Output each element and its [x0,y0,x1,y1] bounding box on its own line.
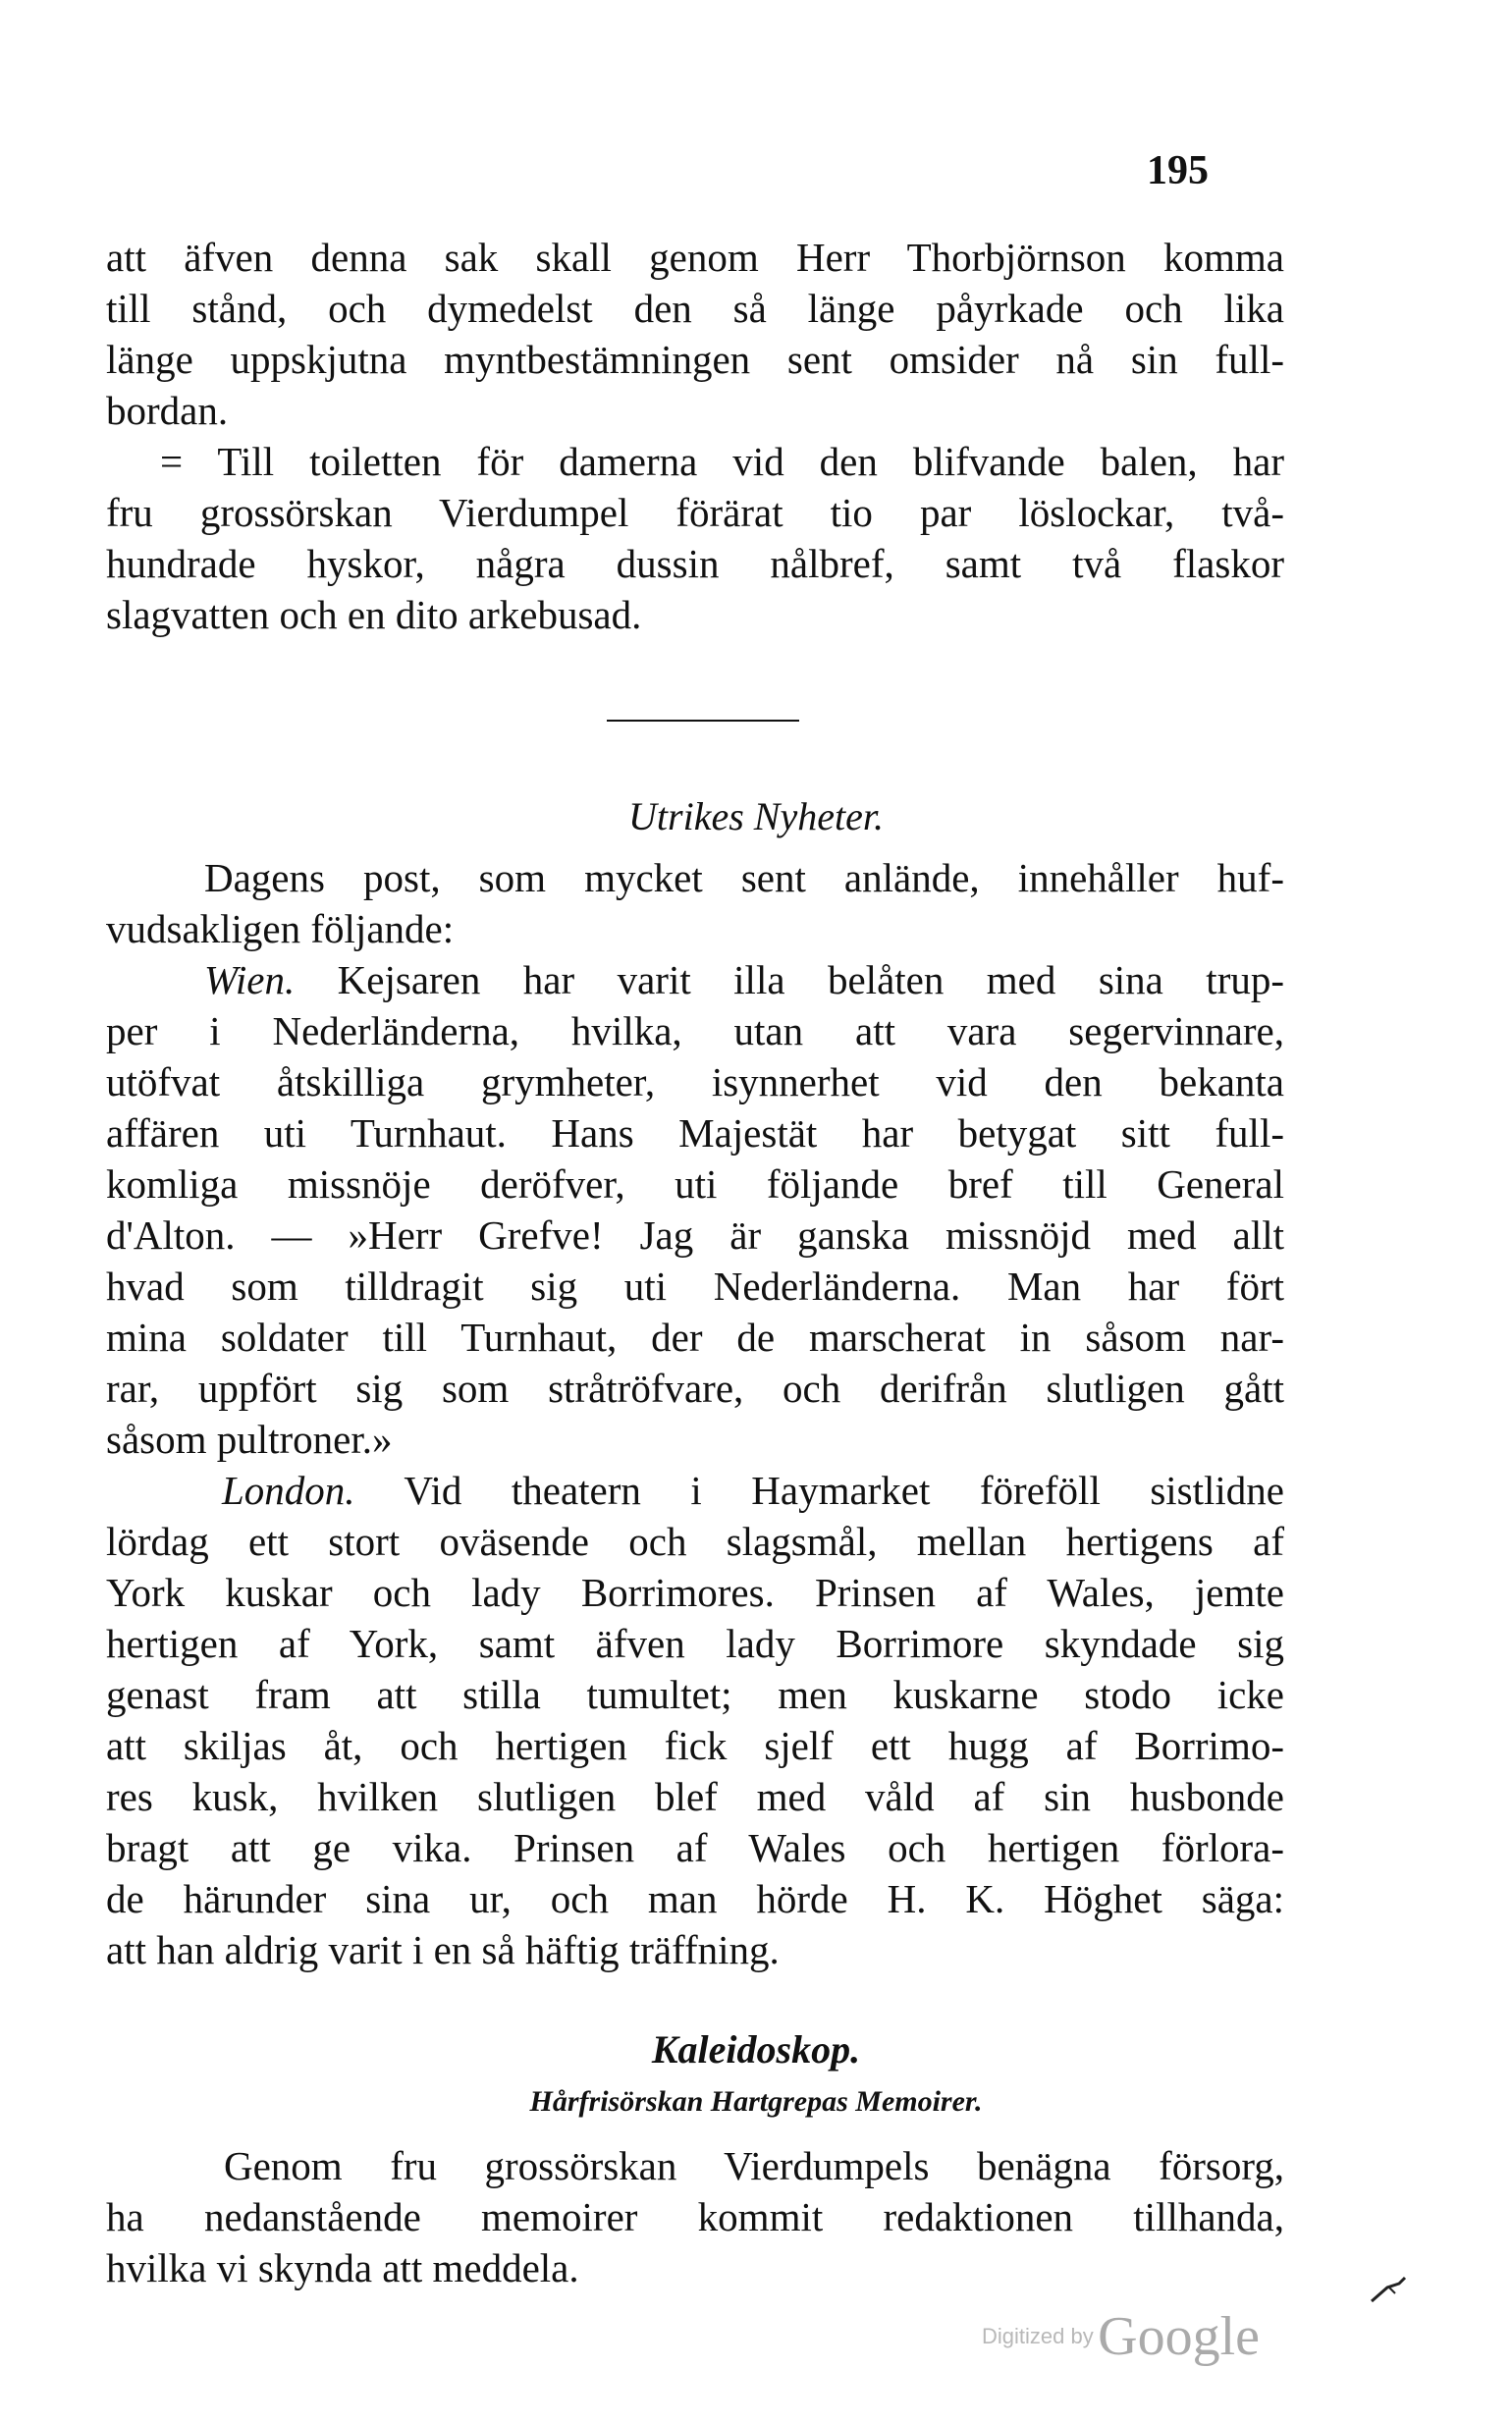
text-line: d'Alton. — »Herr Grefve! Jag är ganska missnöjd med allt [106,1212,1284,1258]
section-subheading-memoirer: Hårfrisörskan Hartgrepas Memoirer. [529,2085,983,2118]
paragraph-wien [106,954,1284,1465]
text-line: att skiljas åt, och hertigen fick sjelf ett hugg af Borrimo- [106,1723,1284,1768]
text-line: per i Nederländerna, hvilka, utan att vara segervinnare, [106,1008,1284,1053]
text-line: York kuskar och lady Borrimores. Prinsen af Wales, jemte [106,1570,1284,1615]
paragraph-london [106,1465,1284,1975]
text-line: bragt att ge vika. Prinsen af Wales och hertigen förlora- [106,1825,1284,1870]
text-line: ha nedanstående memoirer kommit redaktionen tillhanda, [106,2194,1284,2239]
text-line: hvilka vi skynda att meddela. [106,2245,579,2290]
text-line: länge uppskjutna myntbestämningen sent omsider nå sin full- [106,337,1284,382]
paragraph-myntbestamning [106,232,1284,436]
section-heading-kaleidoskop: Kaleidoskop. [651,2027,861,2072]
paragraph-genom [106,2140,1284,2293]
text-line: hertigen af York, samt äfven lady Borrimore skyndade sig [106,1621,1284,1666]
text-line: Wien. Kejsaren har varit illa belåten med sina trup- [204,957,1284,1002]
text-line: bordan. [106,388,229,433]
text-line: London. Vid theatern i Haymarket föreföll sistlidne [222,1468,1284,1513]
text-line: slagvatten och en dito arkebusad. [106,592,642,637]
text-line: genast fram att stilla tumultet; men kuskarne stodo icke [106,1672,1284,1717]
text-line: utöfvat åtskilliga grymheter, isynnerhet vid den bekanta [106,1059,1284,1104]
watermark-prefix: Digitized by [982,2324,1094,2348]
text-line: Genom fru grossörskan Vierdumpels benägna försorg, [224,2143,1284,2188]
paragraph-dagens-post [106,852,1284,954]
text-line: de härunder sina ur, och man hörde H. K. Höghet säga: [106,1876,1284,1921]
text-line: såsom pultroner.» [106,1417,393,1462]
text-line: res kusk, hvilken slutligen blef med våld af sin husbonde [106,1774,1284,1819]
digitized-watermark [982,2305,1260,2368]
place-label-wien: Wien. [204,957,296,1002]
text-line: komliga missnöje deröfver, uti följande bref till General [106,1161,1284,1207]
text-line: hundrade hyskor, några dussin nålbref, samt två flaskor [106,541,1284,586]
page-number: 195 [1147,148,1209,193]
text-line: hvad som tilldragit sig uti Nederländerna. Man har fört [106,1264,1284,1309]
text-line: mina soldater till Turnhaut, der de marscherat in såsom nar- [106,1315,1284,1360]
text-line: vudsakligen följande: [106,906,455,951]
text-line: fru grossörskan Vierdumpel förärat tio par löslockar, två- [106,490,1284,535]
text-line: rar, uppfört sig som stråtröfvare, och derifrån slutligen gått [106,1366,1284,1411]
watermark-brand: Google [1098,2306,1261,2367]
text-line: affären uti Turnhaut. Hans Majestät har betygat sitt full- [106,1110,1284,1156]
section-heading-utrikes: Utrikes Nyheter. [628,794,884,838]
text-line: att han aldrig varit i en så häftig träffning. [106,1927,780,1972]
ink-mark-icon [1370,2276,1409,2305]
text-line: att äfven denna sak skall genom Herr Thorbjörnson komma [106,235,1284,280]
text-line: lördag ett stort oväsende och slagsmål, mellan hertigens af [106,1519,1284,1564]
paragraph-toiletten [106,436,1284,640]
section-divider [607,720,799,722]
place-label-london: London. [222,1468,355,1513]
text-line: Dagens post, som mycket sent anlände, innehåller huf- [204,855,1284,900]
text-line: = Till toiletten för damerna vid den blifvande balen, har [160,439,1284,484]
text-line: till stånd, och dymedelst den så länge påyrkade och lika [106,286,1284,331]
